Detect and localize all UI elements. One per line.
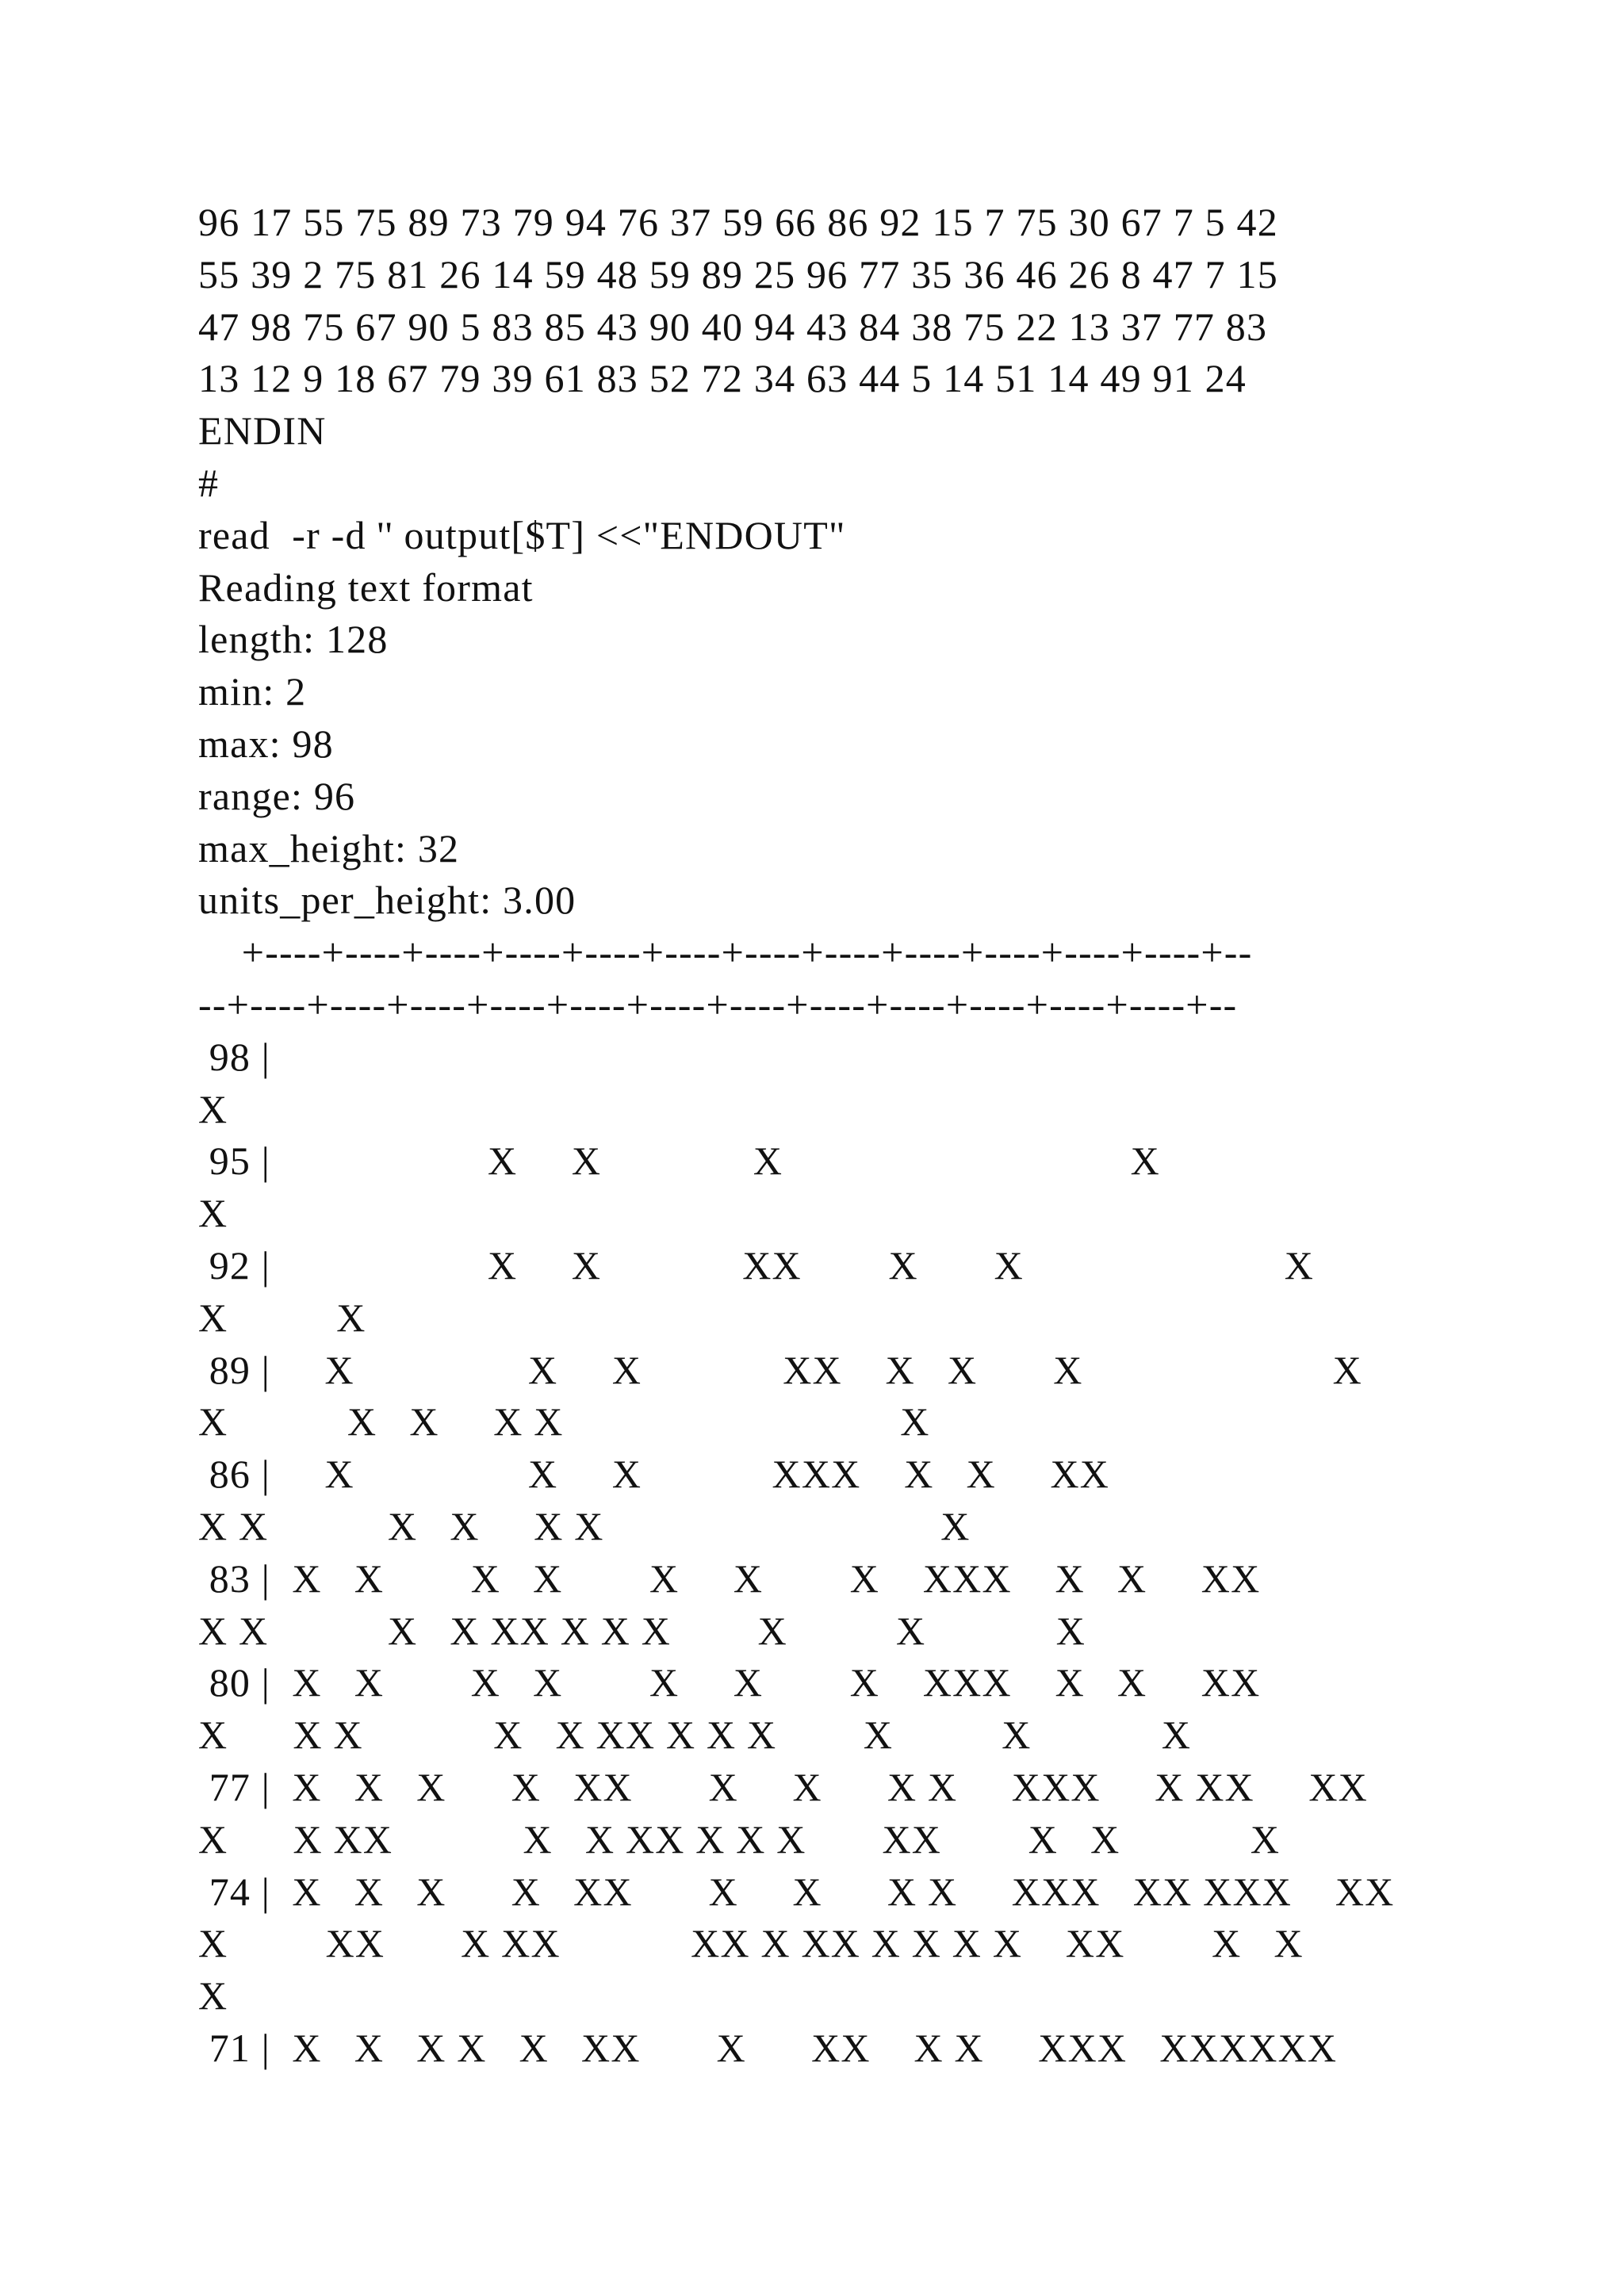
text-line: Reading text format xyxy=(198,564,534,610)
text-line: range: 96 xyxy=(198,773,356,818)
text-line: X X X X X X X xyxy=(198,1503,971,1548)
text-line: --+----+----+----+----+----+----+----+----+----+----+----+----+-- xyxy=(198,982,1238,1027)
text-line: 13 12 9 18 67 79 39 61 83 52 72 34 63 44 5 14 51 14 49 91 24 xyxy=(198,356,1247,401)
text-line: X xyxy=(198,1191,228,1236)
text-line: ENDIN xyxy=(198,408,327,453)
text-line: min: 2 xyxy=(198,669,307,714)
text-line: 74 | X X X X XX X X X X XXX XX XXX XX xyxy=(198,1869,1395,1914)
text-line: X xyxy=(198,1973,228,2019)
text-line: 77 | X X X X XX X X X X XXX X XX XX xyxy=(198,1764,1368,1809)
text-line: 96 17 55 75 89 73 79 94 76 37 59 66 86 92 15 7 75 30 67 7 5 42 xyxy=(198,200,1278,244)
text-line: 89 | X X X XX X X X X xyxy=(198,1347,1362,1392)
text-line: 55 39 2 75 81 26 14 59 48 59 89 25 96 77 35 36 46 26 8 47 7 15 xyxy=(198,251,1278,297)
text-line: units_per_height: 3.00 xyxy=(198,878,576,923)
text-line: X X X X X X xyxy=(198,1399,930,1445)
text-line: X X X X X XX X X X X X X xyxy=(198,1712,1192,1758)
text-line: X X X X XX X X X X X X xyxy=(198,1608,1086,1653)
text-line: X XX X XX XX X XX X X X X XX X X xyxy=(198,1921,1304,1966)
text-line: # xyxy=(198,460,220,505)
text-line: max: 98 xyxy=(198,721,334,766)
text-line: 47 98 75 67 90 5 83 85 43 90 40 94 43 84 38 75 22 13 37 77 83 xyxy=(198,304,1268,349)
text-line: 98 | xyxy=(198,1034,271,1079)
text-line: X X xyxy=(198,1295,366,1340)
text-line: length: 128 xyxy=(198,617,389,662)
text-line: 95 | X X X X xyxy=(198,1138,1160,1184)
text-line: X xyxy=(198,1086,228,1131)
text-line: 86 | X X X XXX X X XX xyxy=(198,1452,1110,1497)
text-line: +----+----+----+----+----+----+----+----+----+----+----+----+-- xyxy=(198,930,1253,975)
text-line: 71 | X X X X X XX X XX X X XXX XXXXXX xyxy=(198,2025,1338,2070)
text-line: read -r -d '' output[$T] <<"ENDOUT" xyxy=(198,512,846,557)
text-line: max_height: 32 xyxy=(198,825,460,871)
text-line: 83 | X X X X X X X XXX X X XX xyxy=(198,1556,1261,1601)
text-line: X X XX X X XX X X X XX X X X xyxy=(198,1816,1281,1862)
document-text xyxy=(198,197,1546,2075)
text-line: 92 | X X XX X X X xyxy=(198,1242,1315,1288)
text-line: 80 | X X X X X X X XXX X X XX xyxy=(198,1660,1261,1705)
